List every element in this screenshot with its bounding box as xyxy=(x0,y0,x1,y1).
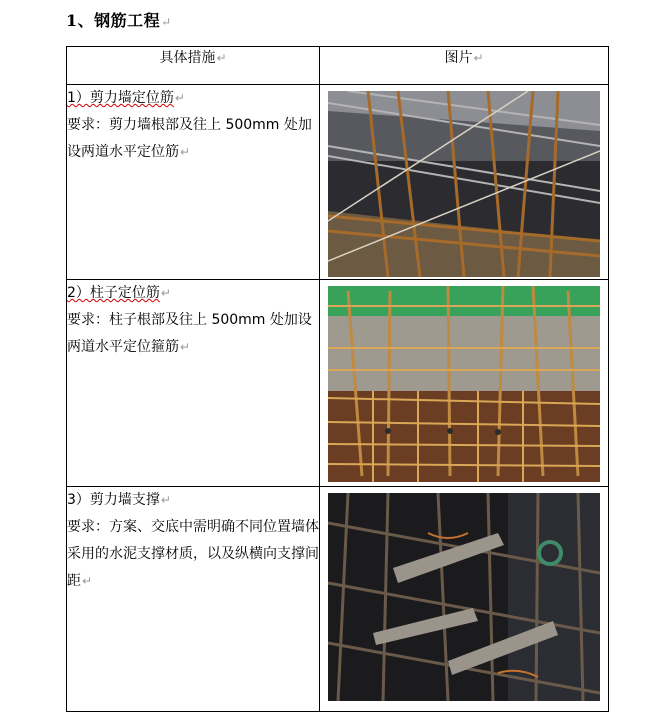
table-row xyxy=(67,487,609,712)
photo-cell xyxy=(320,487,609,712)
measure-requirement: 要求：剪力墙根部及往上 500mm 处加设两道水平定位筋↵ xyxy=(67,117,312,160)
measures-table xyxy=(66,46,609,712)
measure-cell xyxy=(67,280,320,487)
photo-cell xyxy=(320,85,609,280)
section-title xyxy=(66,8,172,31)
measure-title: 3）剪力墙支撑↵ xyxy=(67,492,171,508)
header-photo: 图片↵ xyxy=(320,47,609,85)
measure-requirement: 要求：柱子根部及往上 500mm 处加设两道水平定位箍筋↵ xyxy=(67,312,312,355)
measure-title: 2）柱子定位筋↵ xyxy=(67,285,171,301)
rebar-photo-column xyxy=(328,286,600,482)
paragraph-mark: ↵ xyxy=(161,15,172,29)
section-title-text: 1、钢筋工程 xyxy=(66,11,161,30)
photo-cell xyxy=(320,280,609,487)
rebar-photo-wall-support xyxy=(328,493,600,701)
table-row xyxy=(67,280,609,487)
rebar-photo-shear-wall xyxy=(328,91,600,277)
table-row xyxy=(67,85,609,280)
measure-requirement: 要求：方案、交底中需明确不同位置墙体采用的水泥支撑材质，以及纵横向支撑间距↵ xyxy=(67,519,319,589)
measure-cell xyxy=(67,487,320,712)
measure-cell xyxy=(67,85,320,280)
table-header-row xyxy=(67,47,609,85)
header-measures: 具体措施↵ xyxy=(67,47,320,85)
measure-title: 1）剪力墙定位筋↵ xyxy=(67,90,185,106)
